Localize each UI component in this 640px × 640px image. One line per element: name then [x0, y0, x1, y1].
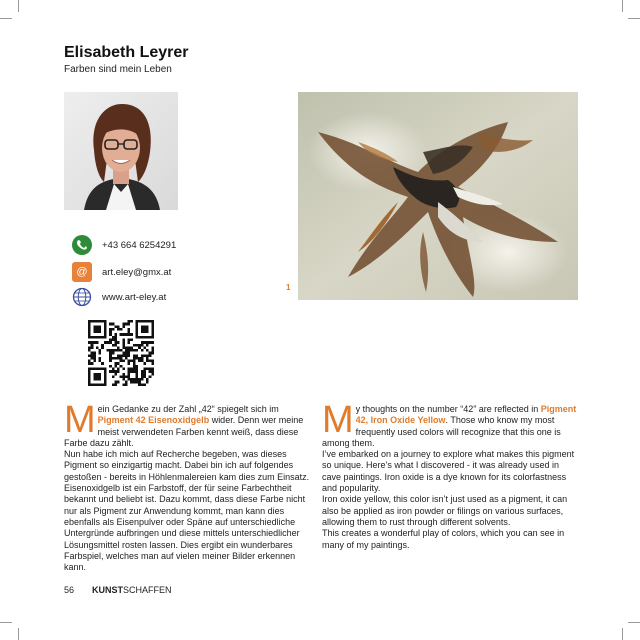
drop-cap: M	[322, 399, 354, 441]
painting-image	[298, 92, 578, 300]
crop-mark	[18, 0, 19, 12]
artist-tagline: Farben sind mein Leben	[64, 64, 172, 75]
crop-mark	[622, 0, 623, 12]
figure-number: 1	[286, 283, 291, 292]
crop-mark	[628, 18, 640, 19]
email-address: art.eley@gmx.at	[102, 266, 172, 278]
german-intro-before: ein Gedanke zu der Zahl „42“ spiegelt sich im	[97, 404, 279, 414]
contact-email[interactable]	[72, 262, 171, 282]
magazine-name	[92, 585, 172, 595]
crop-mark	[0, 622, 12, 623]
english-text-column	[322, 399, 578, 551]
artist-portrait	[64, 92, 178, 210]
phone-number: +43 664 6254291	[102, 239, 177, 251]
website-url: www.art-eley.at	[102, 291, 167, 303]
artist-name: Elisabeth Leyrer	[64, 44, 189, 61]
page-number: 56	[64, 585, 75, 595]
english-paragraph-3: This creates a wonderful play of colors, which you can see in many of my paintings.	[322, 528, 565, 550]
qr-code[interactable]	[88, 320, 154, 386]
magazine-name-bold: KUNST	[92, 585, 123, 595]
german-body: Nun habe ich mich auf Recherche begeben, was dieses Pigment so einzigartig macht. Dabei bin ich auf folgendes gestoßen - bereits in Höhlenmalereien kam dies zum Einsatz. Eisenoxidgelb ist ein Farbstoff, der für seine Farbechtheit bekannt und beliebt ist. Dazu kommt, dass diese Farbe nicht nur als Pigment zur Anwendung kommt, man kann dies ebenfalls als Eisenpulver oder Späne auf unterschiedliche Untergründe aufbringen und diese mittels unterschiedlicher Lösungsmittel rosten lassen. Dies ergibt ein wunderbares Farbspiel, welches man auf vielen meiner Bilder erkennen kann.	[64, 449, 310, 573]
at-sign-icon: @	[72, 262, 92, 282]
contact-phone[interactable]	[72, 235, 176, 255]
drop-cap: M	[64, 399, 96, 441]
crop-mark	[0, 18, 12, 19]
crop-mark	[18, 628, 19, 640]
phone-icon	[72, 235, 92, 255]
magazine-name-rest: SCHAFFEN	[123, 585, 172, 595]
english-intro-after: . Those who know my most frequently used colors will recognize that this one is among them.	[322, 415, 561, 448]
contact-website[interactable]	[72, 287, 166, 307]
english-intro	[322, 399, 578, 449]
english-intro-before: y thoughts on the number “42” are reflected in	[355, 404, 541, 414]
german-text-column	[64, 399, 316, 573]
german-intro-after: wider. Denn wer meine meist verwendeten Farben kennt weiß, dass diese Farbe dazu zählt.	[64, 415, 304, 448]
english-paragraph-2: Iron oxide yellow, this color isn’t just used as a pigment, it can also be applied as iron powder or filings on various surfaces, allowing them to rust through different solvents.	[322, 494, 568, 527]
german-intro	[64, 399, 316, 449]
crop-mark	[622, 628, 623, 640]
crop-mark	[628, 622, 640, 623]
english-paragraph-1: I’ve embarked on a journey to explore what makes this pigment so unique. Here’s what I discovered - it was already used in cave paintings. Iron oxide is a dye known for its colorfastness and popularity.	[322, 449, 575, 494]
globe-icon	[72, 287, 92, 307]
german-pigment-highlight: Pigment 42 Eisenoxidgelb	[97, 415, 210, 426]
english-pigment-highlight: Pigment 42, Iron Oxide Yellow	[355, 404, 577, 426]
